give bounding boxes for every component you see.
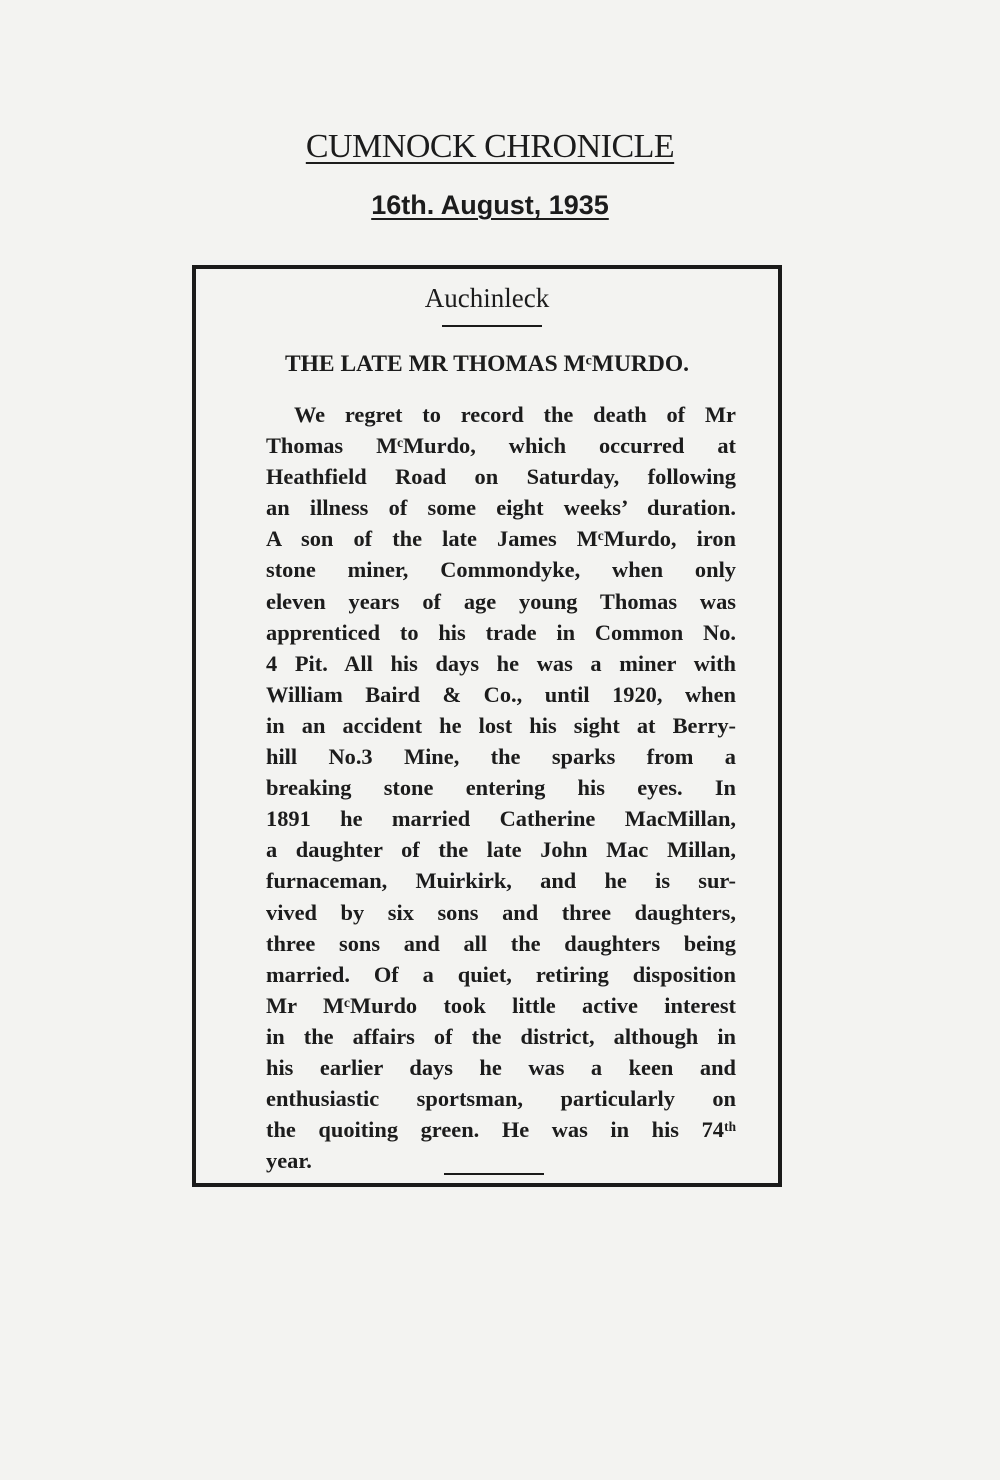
article-line: enthusiastic sportsman, particularly on: [266, 1086, 736, 1112]
article-line: vived by six sons and three daughters,: [266, 899, 736, 925]
end-divider: [444, 1173, 544, 1175]
article-line: his earlier days he was a keen and: [266, 1054, 736, 1080]
newspaper-clipping: [192, 265, 782, 1187]
article-line: an illness of some eight weeks’ duration.: [266, 495, 736, 521]
article-line: year.: [266, 1148, 312, 1174]
article-line: We regret to record the death of Mr: [294, 402, 736, 427]
article-headline: THE LATE MR THOMAS MᶜMURDO.: [284, 351, 690, 377]
article-line: the quoiting green. He was in his 74ᵗʰ: [266, 1117, 736, 1143]
article-line: in an accident he lost his sight at Berry-: [266, 712, 736, 738]
publication-date: 16th. August, 1935: [371, 190, 609, 220]
article-line: A son of the late James MᶜMurdo, iron: [266, 526, 736, 552]
article-line: a daughter of the late John Mac Millan,: [266, 837, 736, 863]
article-line: 1891 he married Catherine MacMillan,: [266, 806, 736, 832]
article-line: furnaceman, Muirkirk, and he is sur-: [266, 868, 736, 894]
article-line: married. Of a quiet, retiring disposition: [266, 961, 736, 987]
article-line: William Baird & Co., until 1920, when: [266, 681, 736, 707]
article-line: Thomas MᶜMurdo, which occurred at: [266, 433, 736, 459]
article-line: Heathfield Road on Saturday, following: [266, 464, 736, 490]
article-line: apprenticed to his trade in Common No.: [266, 619, 736, 645]
article-line: three sons and all the daughters being: [266, 930, 736, 956]
article-line: in the affairs of the district, although in: [266, 1023, 736, 1049]
section-heading: Auchinleck: [424, 283, 550, 313]
section-divider: [442, 325, 542, 327]
article-line: 4 Pit. All his days he was a miner with: [266, 650, 736, 676]
article-line: Mr MᶜMurdo took little active interest: [266, 992, 736, 1018]
article-line: eleven years of age young Thomas was: [266, 588, 736, 614]
article-body: [266, 399, 736, 1176]
article-line: hill No.3 Mine, the sparks from a: [266, 744, 736, 770]
masthead-title: CUMNOCK CHRONICLE: [305, 128, 675, 165]
article-line: breaking stone entering his eyes. In: [266, 775, 736, 801]
article-line: stone miner, Commondyke, when only: [266, 557, 736, 583]
